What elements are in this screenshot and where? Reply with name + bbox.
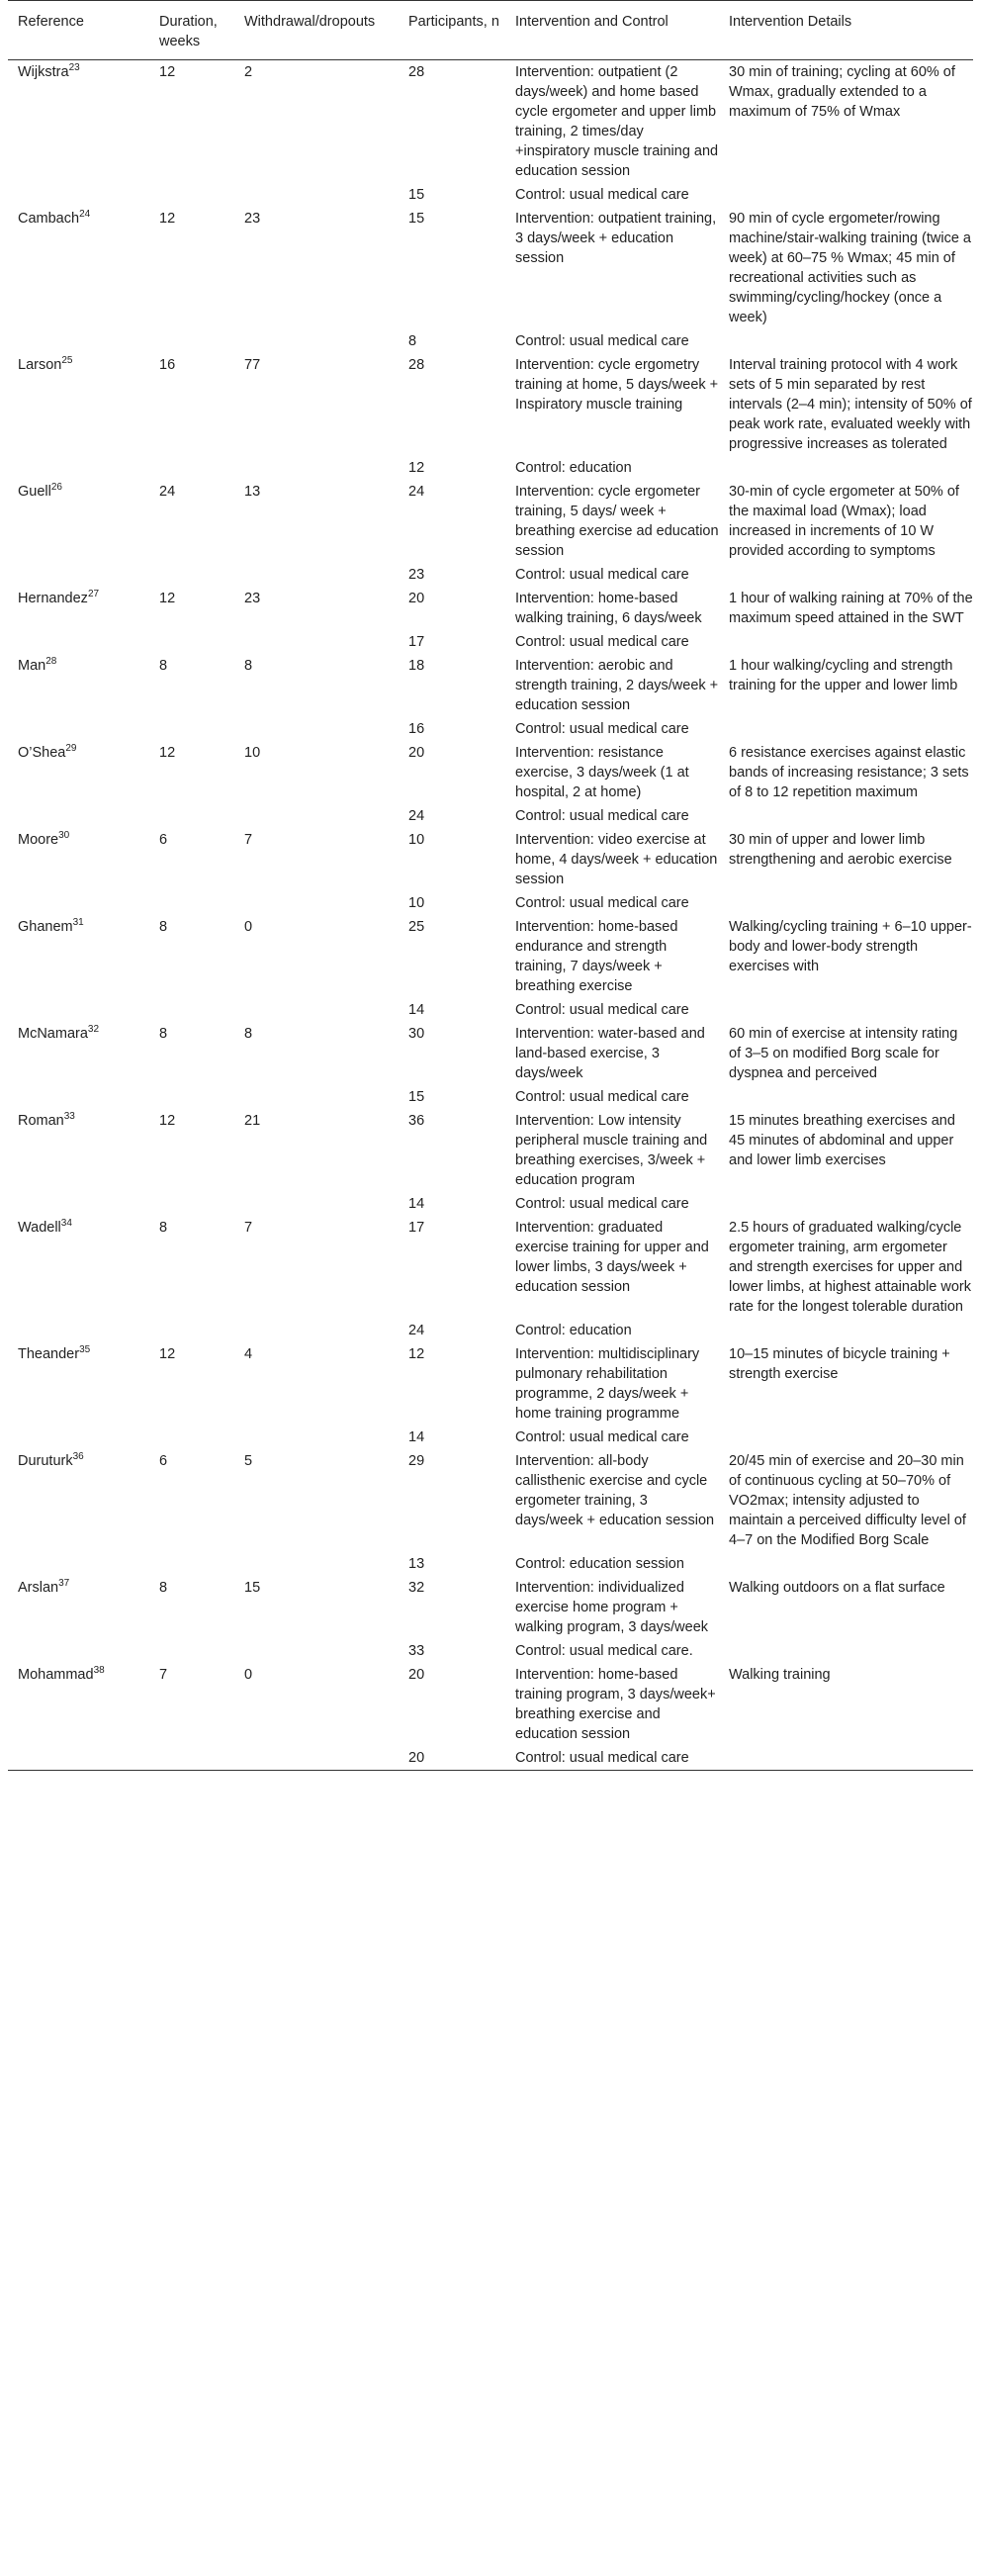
table-row-control <box>8 1552 973 1576</box>
duration-cell: 12 <box>159 1113 176 1129</box>
intervention-control-cell: Control: usual medical care <box>515 895 689 911</box>
dropouts-cell: 23 <box>244 591 261 606</box>
duration-cell-empty <box>149 1639 234 1663</box>
intervention-control-cell: Intervention: individualized exercise home program + walking program, 3 days/week <box>515 1580 709 1635</box>
reference-cell <box>8 654 149 717</box>
reference-cell <box>8 60 149 184</box>
dropouts-cell: 15 <box>244 1580 261 1596</box>
reference-number: 37 <box>58 1578 70 1590</box>
intervention-control-cell: Intervention: aerobic and strength training, 2 days/week + education session <box>515 658 719 713</box>
duration-cell-empty <box>149 998 234 1022</box>
intervention-details-cell <box>719 1639 973 1663</box>
reference-author: Arslan <box>18 1580 59 1596</box>
intervention-control-cell: Intervention: water-based and land-based exercise, 3 days/week <box>515 1026 705 1081</box>
duration-cell: 7 <box>159 1667 168 1683</box>
reference-cell-empty <box>8 891 149 915</box>
header-row <box>8 1 973 60</box>
table-row-control <box>8 630 973 654</box>
table-row-intervention <box>8 207 973 329</box>
intervention-details-cell: Walking/cycling training + 6–10 upper-body and lower-body strength exercises with <box>729 919 972 974</box>
reference-cell-empty <box>8 630 149 654</box>
participants-cell: 14 <box>408 1196 425 1212</box>
participants-cell: 20 <box>408 745 425 761</box>
duration-cell: 24 <box>159 484 176 500</box>
duration-cell-empty <box>149 630 234 654</box>
reference-cell-empty <box>8 183 149 207</box>
reference-author: Guell <box>18 484 51 500</box>
table-row-intervention <box>8 654 973 717</box>
intervention-details-cell <box>719 329 973 353</box>
duration-cell: 12 <box>159 64 176 80</box>
participants-cell: 15 <box>408 1089 425 1105</box>
table-row-control <box>8 329 973 353</box>
intervention-control-cell: Control: education <box>515 460 632 476</box>
intervention-details-cell <box>719 804 973 828</box>
duration-cell-empty <box>149 1426 234 1449</box>
intervention-details-cell <box>719 1746 973 1771</box>
intervention-control-cell: Intervention: graduated exercise training for upper and lower limbs, 3 days/week + education session <box>515 1220 709 1295</box>
intervention-control-cell: Intervention: cycle ergometry training at home, 5 days/week + Inspiratory muscle training <box>515 357 719 413</box>
reference-author: O’Shea <box>18 745 66 761</box>
intervention-control-cell: Control: usual medical care. <box>515 1643 693 1659</box>
dropouts-cell: 7 <box>244 1220 253 1236</box>
intervention-control-cell: Control: usual medical care <box>515 1089 689 1105</box>
dropouts-cell-empty <box>234 329 399 353</box>
table-row-intervention <box>8 1576 973 1639</box>
intervention-control-cell: Intervention: home-based walking training, 6 days/week <box>515 591 702 626</box>
reference-number: 27 <box>87 589 100 600</box>
reference-number: 24 <box>79 209 91 221</box>
participants-cell: 12 <box>408 460 425 476</box>
duration-cell: 8 <box>159 1026 168 1042</box>
header-intervention-details: Intervention Details <box>729 14 852 30</box>
duration-cell-empty <box>149 717 234 741</box>
table-row-intervention <box>8 741 973 804</box>
dropouts-cell-empty <box>234 1085 399 1109</box>
table-row-intervention <box>8 1663 973 1746</box>
intervention-details-cell <box>719 630 973 654</box>
dropouts-cell-empty <box>234 891 399 915</box>
dropouts-cell-empty <box>234 717 399 741</box>
dropouts-cell-empty <box>234 1192 399 1216</box>
table-row-control <box>8 563 973 587</box>
table-row-intervention <box>8 1342 973 1426</box>
dropouts-cell-empty <box>234 183 399 207</box>
table-body <box>8 60 973 1771</box>
participants-cell: 30 <box>408 1026 425 1042</box>
reference-number: 25 <box>61 355 73 367</box>
duration-cell-empty <box>149 456 234 480</box>
dropouts-cell: 23 <box>244 211 261 227</box>
intervention-details-cell: Walking training <box>729 1667 831 1683</box>
intervention-control-cell: Intervention: home-based training program, 3 days/week+ breathing exercise and education session <box>515 1667 716 1742</box>
intervention-control-cell: Control: usual medical care <box>515 1750 689 1766</box>
intervention-control-cell: Control: usual medical care <box>515 333 689 349</box>
reference-cell-empty <box>8 456 149 480</box>
participants-cell: 25 <box>408 919 425 935</box>
reference-cell <box>8 353 149 456</box>
intervention-details-cell <box>719 891 973 915</box>
intervention-details-cell: 1 hour of walking raining at 70% of the maximum speed attained in the SWT <box>729 591 973 626</box>
reference-author: Theander <box>18 1346 80 1362</box>
intervention-details-cell <box>719 998 973 1022</box>
reference-cell <box>8 1216 149 1319</box>
reference-cell <box>8 915 149 998</box>
reference-number: 34 <box>60 1218 72 1230</box>
reference-cell <box>8 480 149 563</box>
table-row-control <box>8 1085 973 1109</box>
dropouts-cell: 8 <box>244 658 253 674</box>
intervention-details-cell: 30 min of training; cycling at 60% of Wmax, gradually extended to a maximum of 75% of Wmax <box>729 64 955 120</box>
reference-author: Duruturk <box>18 1453 73 1469</box>
header-reference: Reference <box>18 14 84 30</box>
reference-cell <box>8 207 149 329</box>
reference-cell-empty <box>8 1746 149 1771</box>
table-header <box>8 1 973 60</box>
table-row-control <box>8 183 973 207</box>
intervention-control-cell: Intervention: all-body callisthenic exercise and cycle ergometer training, 3 days/week + education session <box>515 1453 715 1528</box>
table-row-control <box>8 1319 973 1342</box>
reference-cell <box>8 1342 149 1426</box>
duration-cell: 12 <box>159 211 176 227</box>
reference-number: 31 <box>72 917 84 929</box>
participants-cell: 10 <box>408 832 425 848</box>
reference-number: 29 <box>65 743 77 755</box>
table-row-intervention <box>8 1109 973 1192</box>
table-row-control <box>8 1639 973 1663</box>
participants-cell: 16 <box>408 721 425 737</box>
reference-author: Larson <box>18 357 62 373</box>
reference-author: Roman <box>18 1113 64 1129</box>
participants-cell: 33 <box>408 1643 425 1659</box>
header-intervention-control: Intervention and Control <box>515 14 669 30</box>
duration-cell: 8 <box>159 1220 168 1236</box>
intervention-details-cell: Walking outdoors on a flat surface <box>729 1580 945 1596</box>
intervention-control-cell: Intervention: home-based endurance and strength training, 7 days/week + breathing exercise <box>515 919 678 994</box>
reference-author: Wijkstra <box>18 64 69 80</box>
table-row-control <box>8 1746 973 1771</box>
dropouts-cell: 8 <box>244 1026 253 1042</box>
intervention-details-cell: 6 resistance exercises against elastic bands of increasing resistance; 3 sets of 8 to 12 repetition maximum <box>729 745 969 800</box>
reference-cell-empty <box>8 717 149 741</box>
table-row-control <box>8 456 973 480</box>
duration-cell: 12 <box>159 1346 176 1362</box>
reference-cell-empty <box>8 1319 149 1342</box>
header-duration: Duration, weeks <box>159 14 218 49</box>
table-row-control <box>8 1426 973 1449</box>
table-row-intervention <box>8 587 973 630</box>
reference-cell-empty <box>8 1552 149 1576</box>
reference-cell <box>8 1663 149 1746</box>
participants-cell: 18 <box>408 658 425 674</box>
intervention-control-cell: Control: usual medical care <box>515 634 689 650</box>
intervention-control-cell: Intervention: Low intensity peripheral muscle training and breathing exercises, 3/week + education program <box>515 1113 708 1188</box>
reference-cell-empty <box>8 998 149 1022</box>
reference-number: 38 <box>93 1665 105 1677</box>
reference-cell <box>8 828 149 891</box>
participants-cell: 23 <box>408 567 425 583</box>
dropouts-cell-empty <box>234 998 399 1022</box>
intervention-control-cell: Control: usual medical care <box>515 187 689 203</box>
intervention-details-cell <box>719 1426 973 1449</box>
intervention-control-cell: Control: usual medical care <box>515 808 689 824</box>
reference-author: Moore <box>18 832 59 848</box>
intervention-control-cell: Control: usual medical care <box>515 1002 689 1018</box>
participants-cell: 20 <box>408 591 425 606</box>
intervention-details-cell <box>719 717 973 741</box>
reference-author: Wadell <box>18 1220 61 1236</box>
dropouts-cell: 13 <box>244 484 261 500</box>
reference-cell-empty <box>8 563 149 587</box>
dropouts-cell: 0 <box>244 1667 253 1683</box>
dropouts-cell-empty <box>234 1319 399 1342</box>
reference-number: 23 <box>68 62 80 74</box>
table-row-intervention <box>8 353 973 456</box>
participants-cell: 15 <box>408 187 425 203</box>
reference-cell-empty <box>8 1085 149 1109</box>
duration-cell: 16 <box>159 357 176 373</box>
dropouts-cell-empty <box>234 804 399 828</box>
dropouts-cell-empty <box>234 1639 399 1663</box>
dropouts-cell-empty <box>234 630 399 654</box>
table-row-intervention <box>8 1022 973 1085</box>
dropouts-cell: 77 <box>244 357 261 373</box>
intervention-control-cell: Control: usual medical care <box>515 567 689 583</box>
intervention-control-cell: Intervention: resistance exercise, 3 days/week (1 at hospital, 2 at home) <box>515 745 689 800</box>
reference-author: Man <box>18 658 46 674</box>
intervention-details-cell <box>719 1319 973 1342</box>
header-dropouts: Withdrawal/dropouts <box>244 14 376 30</box>
intervention-control-cell: Control: usual medical care <box>515 1429 689 1445</box>
duration-cell: 8 <box>159 919 168 935</box>
participants-cell: 28 <box>408 64 425 80</box>
reference-number: 36 <box>72 1451 84 1463</box>
intervention-details-cell: 20/45 min of exercise and 20–30 min of continuous cycling at 50–70% of VO2max; intensity adjusted to maintain a perceived difficulty level of 4–7 on the Modified Borg Scale <box>729 1453 966 1548</box>
participants-cell: 8 <box>408 333 417 349</box>
reference-number: 26 <box>50 482 62 494</box>
reference-cell <box>8 1022 149 1085</box>
dropouts-cell-empty <box>234 1746 399 1771</box>
dropouts-cell-empty <box>234 1426 399 1449</box>
participants-cell: 24 <box>408 1323 425 1338</box>
table-row-control <box>8 891 973 915</box>
duration-cell-empty <box>149 183 234 207</box>
dropouts-cell-empty <box>234 563 399 587</box>
reference-cell-empty <box>8 804 149 828</box>
reference-cell-empty <box>8 1192 149 1216</box>
intervention-details-cell: 30-min of cycle ergometer at 50% of the maximal load (Wmax); load increased in increments of 10 W provided according to symptoms <box>729 484 959 559</box>
header-participants: Participants, n <box>408 14 499 30</box>
duration-cell-empty <box>149 1192 234 1216</box>
participants-cell: 24 <box>408 484 425 500</box>
reference-author: Ghanem <box>18 919 73 935</box>
intervention-details-cell: Interval training protocol with 4 work sets of 5 min separated by rest intervals (2–4 min); intensity of 50% of peak work rate, evaluated weekly with progressive increases as tolerated <box>729 357 972 452</box>
participants-cell: 24 <box>408 808 425 824</box>
dropouts-cell: 21 <box>244 1113 261 1129</box>
intervention-details-cell: 15 minutes breathing exercises and 45 minutes of abdominal and upper and lower limb exercises <box>729 1113 955 1168</box>
intervention-details-cell: 10–15 minutes of bicycle training + strength exercise <box>729 1346 950 1382</box>
reference-author: McNamara <box>18 1026 88 1042</box>
intervention-details-cell: 1 hour walking/cycling and strength training for the upper and lower limb <box>729 658 958 693</box>
duration-cell: 6 <box>159 1453 168 1469</box>
intervention-control-cell: Control: education <box>515 1323 632 1338</box>
table-row-intervention <box>8 1449 973 1552</box>
participants-cell: 36 <box>408 1113 425 1129</box>
table-row-intervention <box>8 828 973 891</box>
intervention-details-cell: 90 min of cycle ergometer/rowing machine/stair-walking training (twice a week) at 60–75 % Wmax; 45 min of recreational activities such as swimming/cycling/hockey (once a week) <box>729 211 971 325</box>
participants-cell: 17 <box>408 1220 425 1236</box>
intervention-details-cell <box>719 1085 973 1109</box>
table-row-control <box>8 998 973 1022</box>
intervention-details-cell: 60 min of exercise at intensity rating of 3–5 on modified Borg scale for dyspnea and perceived <box>729 1026 958 1081</box>
table-row-intervention <box>8 1216 973 1319</box>
intervention-control-cell: Intervention: outpatient training, 3 days/week + education session <box>515 211 717 266</box>
duration-cell-empty <box>149 1746 234 1771</box>
duration-cell-empty <box>149 1552 234 1576</box>
reference-cell-empty <box>8 1426 149 1449</box>
participants-cell: 28 <box>408 357 425 373</box>
reference-author: Hernandez <box>18 591 88 606</box>
duration-cell: 6 <box>159 832 168 848</box>
intervention-details-cell <box>719 563 973 587</box>
reference-author: Cambach <box>18 211 80 227</box>
dropouts-cell: 0 <box>244 919 253 935</box>
table-row-intervention <box>8 915 973 998</box>
reference-number: 30 <box>58 830 70 842</box>
intervention-details-cell: 2.5 hours of graduated walking/cycle ergometer training, arm ergometer and strength exercises for upper and lower limbs, at highest attainable work rate for the longest tolerable duration <box>729 1220 972 1315</box>
duration-cell-empty <box>149 1319 234 1342</box>
duration-cell: 8 <box>159 658 168 674</box>
reference-author: Mohammad <box>18 1667 94 1683</box>
intervention-control-cell: Control: usual medical care <box>515 1196 689 1212</box>
intervention-control-cell: Intervention: video exercise at home, 4 days/week + education session <box>515 832 718 887</box>
dropouts-cell: 10 <box>244 745 261 761</box>
intervention-details-cell: 30 min of upper and lower limb strengthening and aerobic exercise <box>729 832 952 868</box>
reference-cell <box>8 587 149 630</box>
table-row-control <box>8 717 973 741</box>
duration-cell-empty <box>149 1085 234 1109</box>
participants-cell: 32 <box>408 1580 425 1596</box>
duration-cell-empty <box>149 563 234 587</box>
intervention-control-cell: Intervention: cycle ergometer training, 5 days/ week + breathing exercise ad education session <box>515 484 719 559</box>
intervention-control-cell: Intervention: multidisciplinary pulmonary rehabilitation programme, 2 days/week + home training programme <box>515 1346 700 1422</box>
intervention-details-cell <box>719 456 973 480</box>
participants-cell: 29 <box>408 1453 425 1469</box>
participants-cell: 15 <box>408 211 425 227</box>
duration-cell: 12 <box>159 745 176 761</box>
intervention-details-cell <box>719 183 973 207</box>
participants-cell: 13 <box>408 1556 425 1572</box>
table-row-intervention <box>8 480 973 563</box>
dropouts-cell: 2 <box>244 64 253 80</box>
table-row-control <box>8 804 973 828</box>
study-table <box>8 0 973 1771</box>
intervention-control-cell: Intervention: outpatient (2 days/week) and home based cycle ergometer and upper limb training, 2 times/day +inspiratory muscle training and education session <box>515 64 719 179</box>
dropouts-cell: 7 <box>244 832 253 848</box>
dropouts-cell-empty <box>234 456 399 480</box>
duration-cell: 8 <box>159 1580 168 1596</box>
duration-cell-empty <box>149 891 234 915</box>
intervention-control-cell: Control: education session <box>515 1556 684 1572</box>
reference-cell-empty <box>8 329 149 353</box>
intervention-control-cell: Control: usual medical care <box>515 721 689 737</box>
reference-number: 35 <box>79 1344 91 1356</box>
participants-cell: 10 <box>408 895 425 911</box>
reference-cell <box>8 1449 149 1552</box>
reference-number: 33 <box>63 1111 75 1123</box>
table-row-intervention <box>8 60 973 184</box>
reference-number: 28 <box>45 656 57 668</box>
reference-cell <box>8 1109 149 1192</box>
duration-cell-empty <box>149 804 234 828</box>
participants-cell: 20 <box>408 1750 425 1766</box>
participants-cell: 20 <box>408 1667 425 1683</box>
dropouts-cell: 5 <box>244 1453 253 1469</box>
reference-number: 32 <box>87 1024 100 1036</box>
duration-cell-empty <box>149 329 234 353</box>
participants-cell: 14 <box>408 1429 425 1445</box>
reference-cell <box>8 1576 149 1639</box>
duration-cell: 12 <box>159 591 176 606</box>
intervention-details-cell <box>719 1192 973 1216</box>
dropouts-cell: 4 <box>244 1346 253 1362</box>
participants-cell: 14 <box>408 1002 425 1018</box>
participants-cell: 12 <box>408 1346 425 1362</box>
reference-cell <box>8 741 149 804</box>
participants-cell: 17 <box>408 634 425 650</box>
table-row-control <box>8 1192 973 1216</box>
intervention-details-cell <box>719 1552 973 1576</box>
reference-cell-empty <box>8 1639 149 1663</box>
dropouts-cell-empty <box>234 1552 399 1576</box>
